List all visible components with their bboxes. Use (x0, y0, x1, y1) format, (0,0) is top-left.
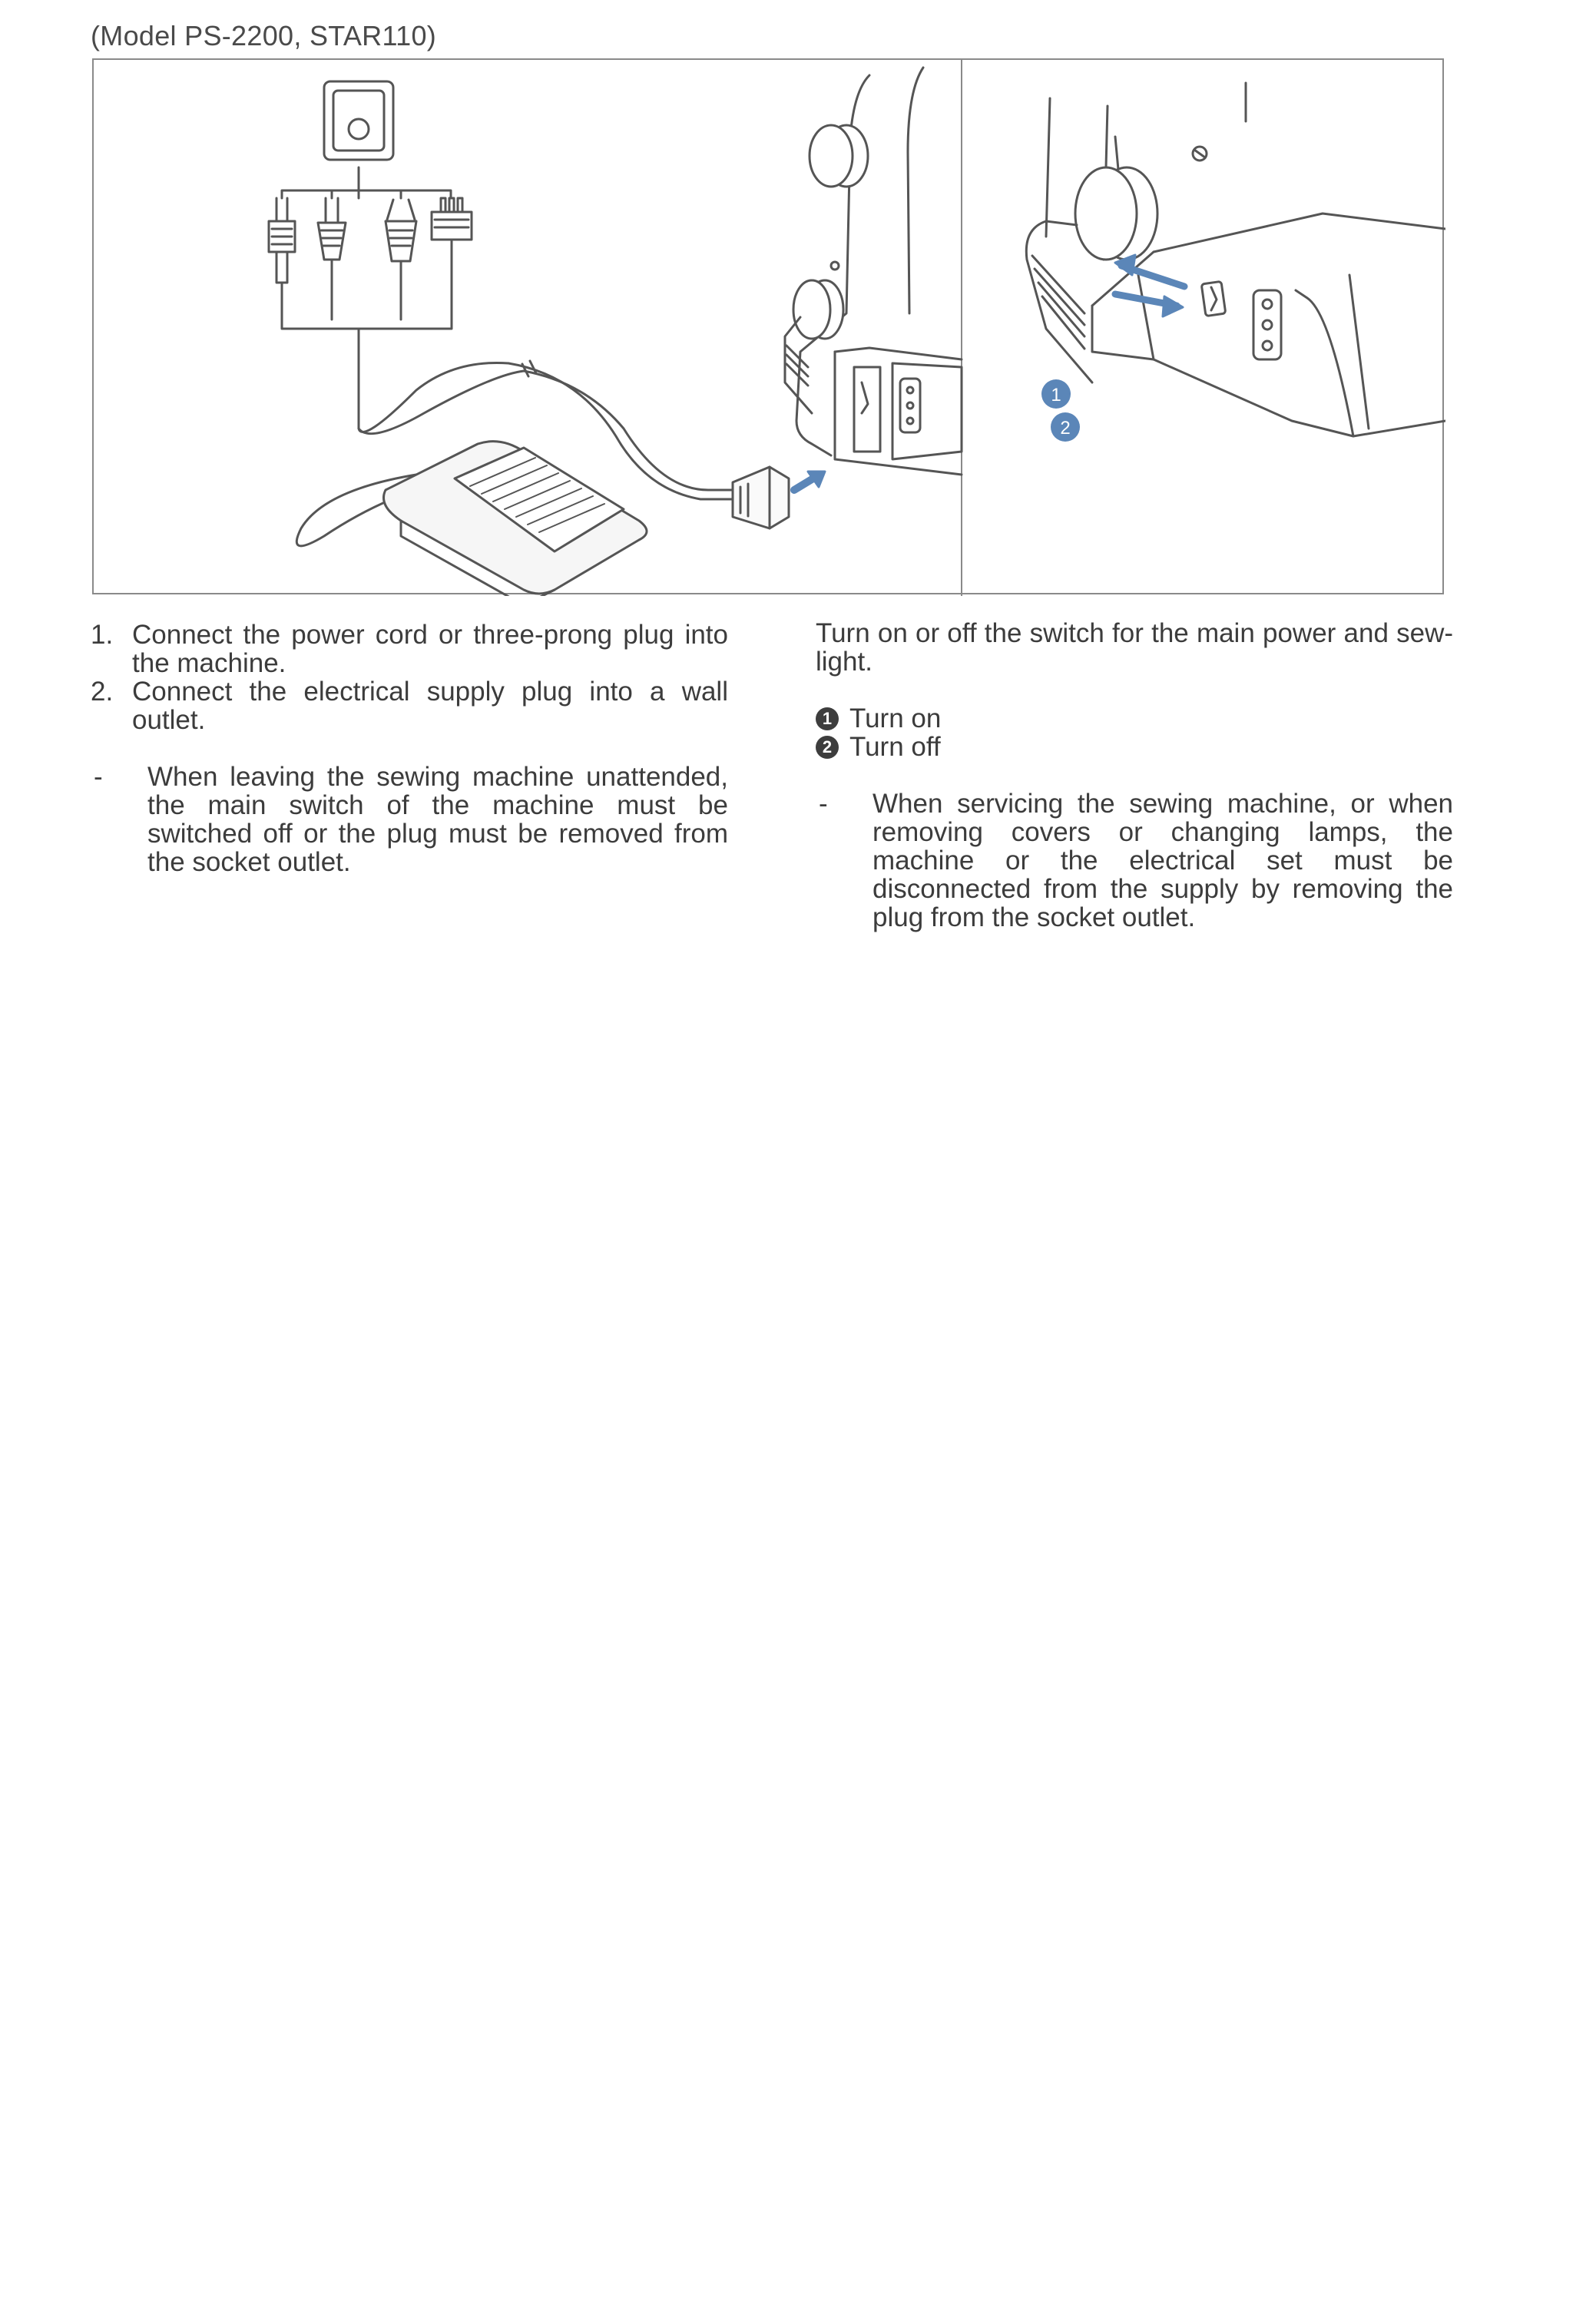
legend-text: Turn off (849, 732, 941, 762)
legend-badge-icon: 1 (816, 707, 839, 730)
note-dash: - (94, 762, 103, 792)
note-text: When leaving the sewing machine unattended, the main switch of the machine must be switched off or the plug must be removed from the socket outlet. (147, 762, 728, 877)
wall-socket-icon (324, 81, 393, 160)
callout-2-label: 2 (1060, 418, 1071, 439)
callout-1-icon (1041, 379, 1071, 409)
sewing-machine-side-icon (785, 68, 962, 475)
note-dash: - (819, 789, 828, 819)
safety-note (91, 763, 728, 876)
step-text: Connect the power cord or three-prong plug into the machine. (132, 620, 728, 678)
illustration-panel (92, 58, 1444, 594)
callout-2-icon (1051, 412, 1080, 442)
legend-item (816, 733, 1453, 761)
step-text: Connect the electrical supply plug into a wall outlet. (132, 677, 728, 735)
connection-illustration (94, 60, 1445, 596)
plug-type-c-icon (318, 198, 346, 319)
step-item (91, 677, 728, 734)
model-label: (Model PS-2200, STAR110) (91, 20, 437, 51)
callout-1-label: 1 (1051, 385, 1061, 406)
legend-badge-icon: 2 (816, 736, 839, 759)
legend-item (816, 704, 1453, 733)
sewing-machine-switch-closeup-icon (1026, 83, 1445, 436)
switch-intro: Turn on or off the switch for the main power and sew-light. (816, 618, 1453, 677)
step-item (91, 621, 728, 677)
plug-type-i-icon (386, 200, 416, 319)
plug-type-a-icon (269, 198, 295, 319)
switch-legend (816, 704, 1453, 761)
step-number: 2. (91, 677, 114, 707)
plug-type-g-icon (432, 198, 472, 319)
right-column (816, 619, 1453, 932)
service-note (816, 790, 1453, 932)
machine-connector-icon (733, 467, 789, 528)
left-column (91, 621, 728, 876)
foot-pedal-icon (384, 442, 647, 596)
step-number: 1. (91, 620, 114, 650)
legend-text: Turn on (849, 703, 942, 733)
note-text: When servicing the sewing machine, or when removing covers or changing lamps, the machine or the electrical set must be disconnected from the supply by removing the plug from the socket outlet. (873, 789, 1453, 932)
